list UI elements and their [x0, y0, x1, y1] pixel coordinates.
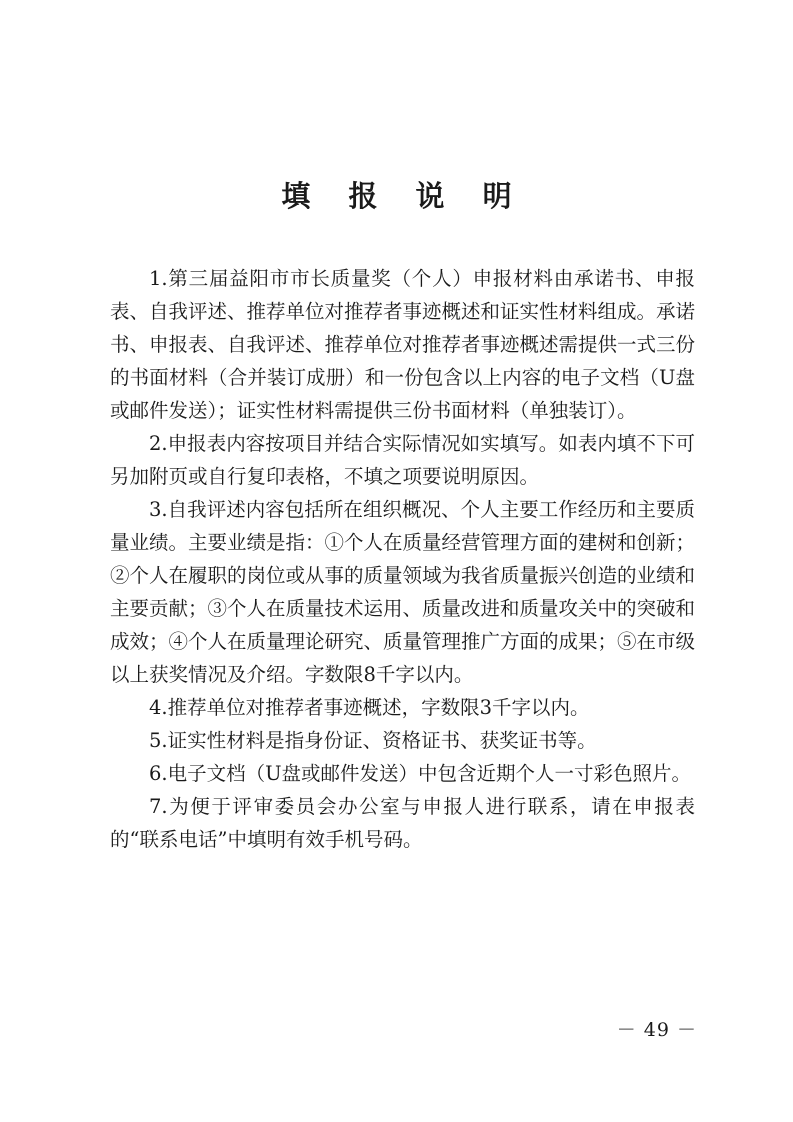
instruction-paragraph-1: 1.第三届益阳市市长质量奖（个人）申报材料由承诺书、申报表、自我评述、推荐单位对推荐者事迹概述和证实性材料组成。承诺书、申报表、自我评述、推荐单位对推荐者事迹概述需提供一式三份的书面材料（合并装订成册）和一份包含以上内容的电子文档（U盘或邮件发送）；证实性材料需提供三份书面材料（单独装订）。 [110, 267, 696, 422]
instructions-body [110, 262, 695, 856]
instruction-paragraph-5: 5.证实性材料是指身份证、资格证书、获奖证书等。 [149, 729, 597, 752]
page-title: 填 报 说 明 [281, 179, 526, 213]
page-number: － 49 － [616, 1019, 697, 1041]
instruction-paragraph-4: 4.推荐单位对推荐者事迹概述，字数限3千字以内。 [149, 696, 590, 719]
instruction-paragraph-2: 2.申报表内容按项目并结合实际情况如实填写。如表内填不下可另加附页或自行复印表格，不填之项要说明原因。 [110, 432, 695, 488]
instruction-paragraph-7: 7.为便于评审委员会办公室与申报人进行联系，请在申报表的“联系电话”中填明有效手机号码。 [110, 795, 695, 851]
instruction-paragraph-6: 6.电子文档（U盘或邮件发送）中包含近期个人一寸彩色照片。 [149, 762, 692, 785]
instruction-paragraph-3: 3.自我评述内容包括所在组织概况、个人主要工作经历和主要质量业绩。主要业绩是指：①个人在质量经营管理方面的建树和创新；②个人在履职的岗位或从事的质量领域为我省质量振兴创造的业绩和主要贡献；③个人在质量技术运用、质量改进和质量攻关中的突破和成效；④个人在质量理论研究、质量管理推广方面的成果；⑤在市级以上获奖情况及介绍。字数限8千字以内。 [110, 498, 696, 686]
